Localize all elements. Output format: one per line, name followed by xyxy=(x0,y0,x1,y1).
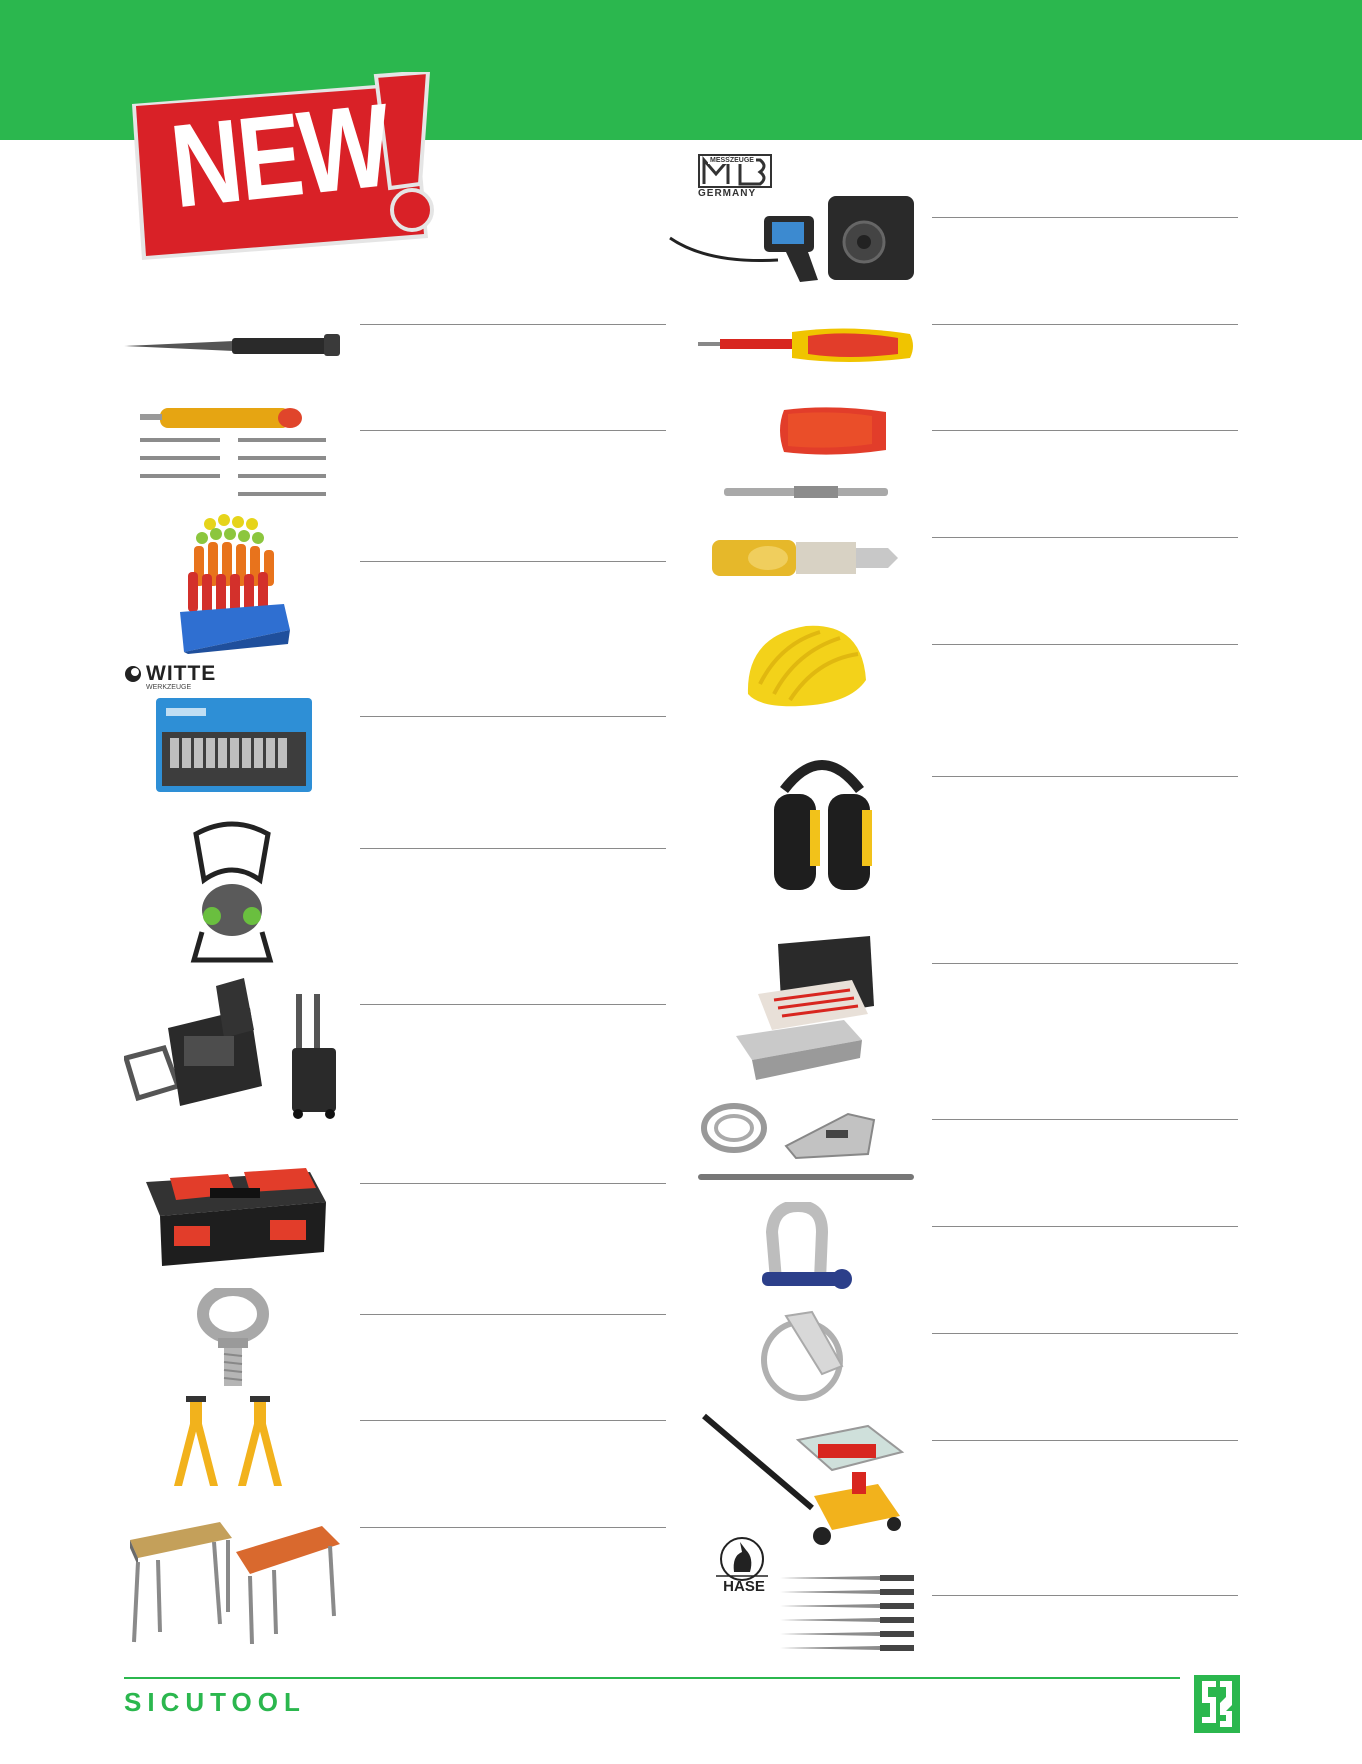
axle-stands-icon xyxy=(170,1396,296,1490)
product-rule xyxy=(360,848,666,849)
hase-brand-text: HASE xyxy=(723,1578,765,1595)
product-rule xyxy=(932,430,1238,431)
new-badge-text: NEW xyxy=(165,79,394,234)
bow-shackle-icon xyxy=(758,1202,852,1294)
hase-logo xyxy=(714,1536,774,1595)
product-rule xyxy=(932,644,1238,645)
product-rule xyxy=(932,217,1238,218)
product-rule xyxy=(932,1440,1238,1441)
product-rule xyxy=(360,561,666,562)
product-rule xyxy=(932,537,1238,538)
tool-case-trolley-icon xyxy=(124,978,344,1120)
witte-sub-text: WERKZEUGE xyxy=(146,684,192,691)
witte-mark-icon xyxy=(124,665,142,683)
product-rule xyxy=(360,324,666,325)
hase-rabbit-icon xyxy=(714,1536,770,1582)
aluminium-tool-case-icon xyxy=(734,936,878,1082)
witte-logo xyxy=(124,662,216,691)
respirator-mask-icon xyxy=(186,820,278,964)
screwdriver-bit-set-icon xyxy=(140,404,330,499)
bit-holder-icon xyxy=(712,534,898,582)
ear-muffs-icon xyxy=(770,750,874,894)
footer-rule xyxy=(124,1677,1180,1679)
mb-brand-bottom-text: GERMANY xyxy=(698,188,757,199)
precision-screwdriver-icon xyxy=(124,330,344,360)
product-rule xyxy=(360,1420,666,1421)
cable-winch-icon xyxy=(698,1100,914,1184)
hard-hat-icon xyxy=(740,614,870,714)
product-rule xyxy=(360,1004,666,1005)
mb-messzeuge-logo xyxy=(698,154,772,199)
product-rule xyxy=(360,716,666,717)
product-rule xyxy=(360,1183,666,1184)
product-rule xyxy=(360,1527,666,1528)
bit-box-icon xyxy=(156,698,312,792)
product-rule xyxy=(932,1119,1238,1120)
file-set-icon xyxy=(780,1574,914,1656)
linch-pin-icon xyxy=(750,1310,860,1404)
product-rule xyxy=(360,430,666,431)
product-rule xyxy=(932,1226,1238,1227)
product-rule xyxy=(932,963,1238,964)
inspection-camera-icon xyxy=(668,194,916,284)
product-rule xyxy=(932,1333,1238,1334)
footer-brand: SICUTOOL xyxy=(124,1687,306,1717)
storage-box-icon xyxy=(140,1142,328,1268)
workbenches-icon xyxy=(124,1512,344,1646)
sicutool-logo-icon xyxy=(1194,1675,1240,1733)
interchangeable-handle-icon xyxy=(722,404,888,500)
product-rule xyxy=(932,776,1238,777)
vde-screwdriver-icon xyxy=(698,326,914,366)
witte-brand-text: WITTE xyxy=(146,662,217,685)
eye-bolt-icon xyxy=(196,1288,270,1388)
product-rule xyxy=(360,1314,666,1315)
mb-brand-top-text: MESSZEUGE xyxy=(710,157,754,164)
trolley-jack-icon xyxy=(702,1412,914,1552)
product-rule xyxy=(932,1595,1238,1596)
product-rule xyxy=(932,324,1238,325)
screwdriver-rack-icon xyxy=(180,512,290,654)
